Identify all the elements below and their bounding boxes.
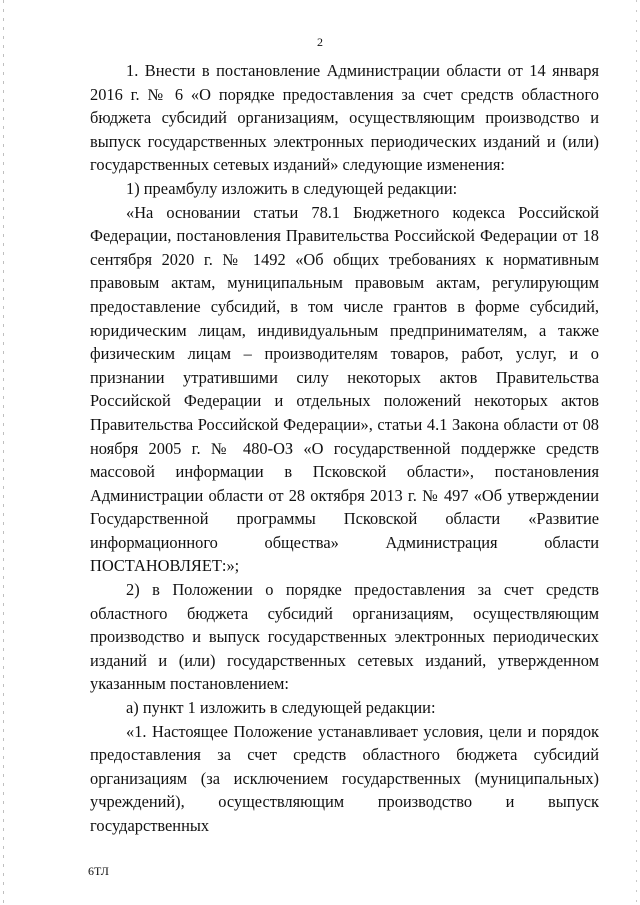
paragraph-preamble-text: «На основании статьи 78.1 Бюджетного кодекса Российской Федерации, постановления Правительства Российской Федерации от 18 сентября 2020 г. № 1492 «Об общих требованиях к нормативным правовым актам, муниципальным правовым актам, регулирующим предоставление субсидий, в том числе грантов в форме субсидий, юридическим лицам, индивидуальным предпринимателям, а также физическим лицам – производителям товаров, работ, услуг, и о признании утратившими силу некоторых актов Правительства Российской Федерации и отдельных положений некоторых актов Правительства Российской Федерации», статьи 4.1 Закона области от 08 ноября 2005 г. № 480-ОЗ «О государственной поддержке средств массовой информации в Псковской области», постановления Администрации области от 28 октября 2013 г. № 497 «Об утверждении Государственной программы Псковской области «Развитие информационного общества» Администрация области ПОСТАНОВЛЯЕТ:»; <box>90 202 599 576</box>
footer-code: 6ТЛ <box>88 864 109 878</box>
paragraph-clause-text: «1. Настоящее Положение устанавливает условия, цели и порядок предоставления за счет средств областного бюджета субсидий организациям (за исключением государственных (муниципальных) учреждений), осуществляющим производство и выпуск государственных <box>90 721 599 835</box>
paragraph-regulation-item: 2) в Положении о порядке предоставления за счет средств областного бюджета субсидий организациям, осуществляющим производство и выпуск государственных электронных периодических изданий и (или) государственных сетевых изданий, утвержденном указанным постановлением: <box>90 580 599 694</box>
paragraph-clause-item: а) пункт 1 изложить в следующей редакции: <box>126 698 436 718</box>
paragraph-preamble-item: 1) преамбулу изложить в следующей редакции: <box>126 178 458 198</box>
scan-edge-left <box>3 0 4 905</box>
page-number: 2 <box>317 35 323 49</box>
paragraph-amend-intro: 1. Внести в постановление Администрации области от 14 января 2016 г. № 6 «О порядке предоставления за счет средств областного бюджета субсидий организациям, осуществляющим производство и выпуск государственных электронных периодических изданий и (или) государственных сетевых изданий» следующие изменения: <box>90 61 599 175</box>
scan-edge-right <box>636 0 637 905</box>
document-body <box>90 59 599 838</box>
